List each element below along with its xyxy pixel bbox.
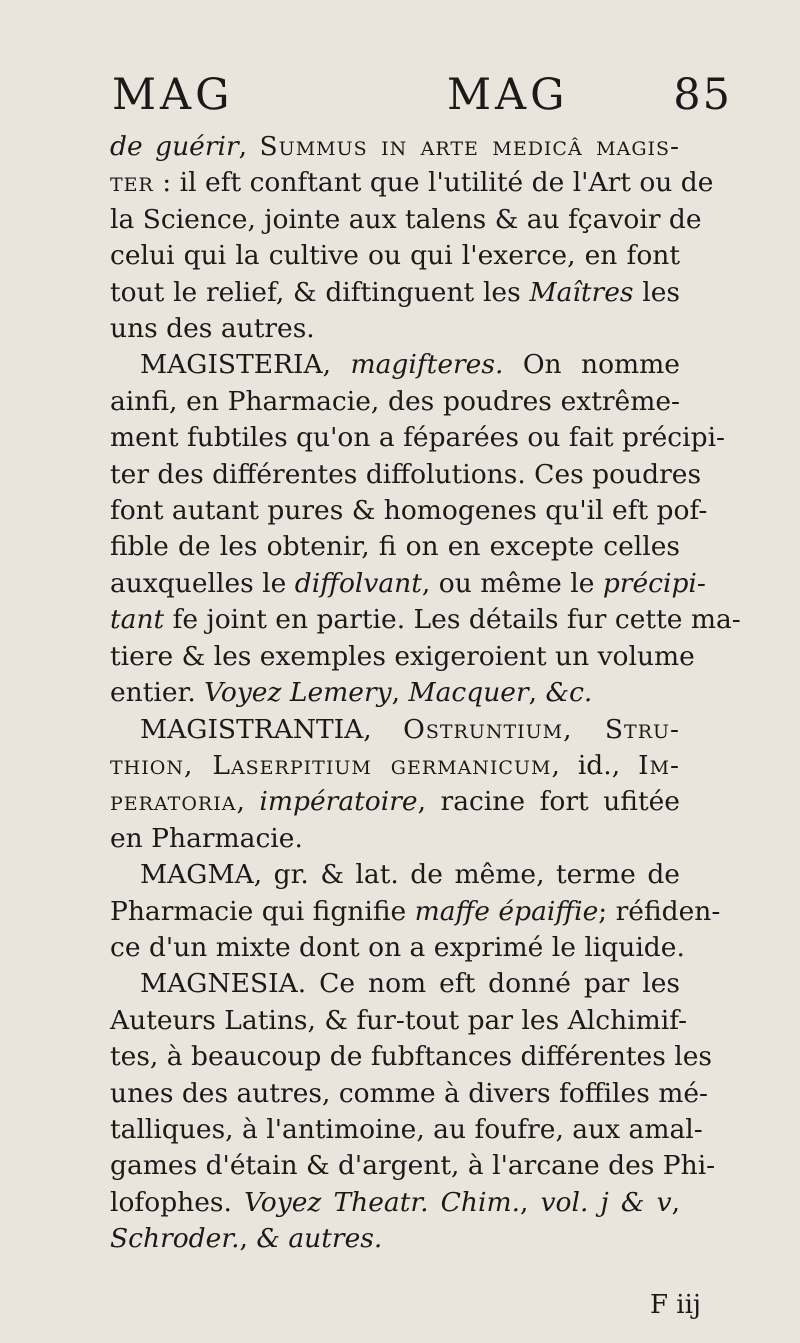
text-run: lofophes. bbox=[110, 1186, 245, 1218]
text-run: On nomme bbox=[503, 349, 680, 381]
text-line bbox=[110, 165, 714, 201]
italic-text: de guérir bbox=[110, 131, 239, 162]
text-line bbox=[110, 602, 741, 638]
small-caps-text: Ostruntium, Stru- bbox=[403, 713, 680, 745]
text-run: , bbox=[528, 677, 546, 709]
text-line bbox=[110, 784, 680, 820]
text-run: , ou même le bbox=[421, 567, 603, 599]
text-run: tout le relief, & diftinguent les bbox=[110, 276, 530, 308]
text-line bbox=[110, 1185, 680, 1221]
headword: MAGISTRANTIA, bbox=[140, 713, 404, 745]
headword: MAGISTERIA, bbox=[140, 349, 351, 381]
italic-text: Maîtres bbox=[529, 276, 634, 308]
text-line bbox=[110, 129, 680, 165]
text-run: Pharmacie qui fignifie bbox=[110, 895, 415, 927]
text-line bbox=[110, 712, 680, 748]
text-line: tiere & les exemples exigeroient un volume bbox=[110, 640, 695, 672]
text-line: games d'étain & d'argent, à l'arcane des Phi- bbox=[110, 1150, 716, 1182]
italic-text: Macquer bbox=[408, 677, 529, 709]
text-line: MAGMA, gr. & lat. de même, terme de bbox=[140, 859, 680, 891]
italic-text: vol. j & v bbox=[540, 1186, 672, 1218]
running-header bbox=[112, 70, 732, 120]
text-line bbox=[110, 1221, 680, 1257]
text-line: ment fubtiles qu'on a féparées ou fait précipi- bbox=[110, 422, 726, 454]
text-run: : il eft conftant que l'utilité de l'Art ou de bbox=[153, 167, 714, 199]
italic-text: magifteres. bbox=[350, 349, 504, 381]
italic-text: & autres. bbox=[256, 1223, 383, 1255]
small-caps-text: ter bbox=[110, 167, 154, 199]
paragraph-magnesia bbox=[110, 966, 716, 1257]
text-line: ce d'un mixte dont on a exprimé le liquide. bbox=[110, 931, 685, 963]
text-line: celui qui la cultive ou qui l'exerce, en font bbox=[110, 240, 680, 272]
small-caps-text: thion, Laserpitium germanicum bbox=[110, 749, 552, 781]
text-run: , bbox=[239, 1223, 257, 1255]
paragraph-magma bbox=[110, 857, 721, 966]
text-line: font autant pures & homogenes qu'il eft pof- bbox=[110, 495, 708, 527]
text-line: en Pharmacie. bbox=[110, 822, 303, 854]
header-right-word: MAG bbox=[447, 70, 569, 120]
text-line: MAGNESIA. Ce nom eft donné par les bbox=[140, 968, 680, 1000]
text-run: , bbox=[236, 786, 260, 818]
text-run: entier. bbox=[110, 677, 205, 709]
text-line bbox=[110, 748, 680, 784]
italic-text: diffolvant bbox=[294, 567, 422, 599]
page-body bbox=[110, 129, 741, 1258]
text-run: , bbox=[391, 677, 409, 709]
text-line: la Science, jointe aux talens & au fçavoir de bbox=[110, 203, 702, 235]
italic-text: Voyez Theatr. Chim. bbox=[244, 1186, 521, 1218]
text-run: les bbox=[633, 276, 680, 308]
text-line bbox=[110, 894, 721, 930]
text-line bbox=[110, 675, 680, 711]
text-line: uns des autres. bbox=[110, 313, 315, 345]
small-caps-text: peratoria bbox=[110, 786, 237, 818]
text-run: ; réfiden- bbox=[598, 895, 721, 927]
italic-text: impératoire bbox=[259, 786, 418, 818]
paragraph-magistrantia bbox=[110, 712, 680, 858]
italic-text: &c. bbox=[545, 677, 593, 709]
small-caps-text: Im- bbox=[638, 749, 680, 781]
text-line: unes des autres, comme à divers foffiles mé- bbox=[110, 1077, 708, 1109]
text-line: tes, à beaucoup de fubftances différentes les bbox=[110, 1041, 713, 1073]
small-caps-text: Summus in arte medicâ magis- bbox=[259, 131, 680, 162]
italic-text: tant bbox=[110, 604, 165, 636]
italic-text: Schroder. bbox=[110, 1223, 240, 1255]
page-number: 85 bbox=[673, 70, 732, 120]
text-run: , bbox=[520, 1186, 541, 1218]
text-line: fible de les obtenir, fi on en excepte celles bbox=[110, 531, 680, 563]
signature-mark: F iij bbox=[650, 1290, 701, 1320]
text-run: , id., bbox=[551, 749, 639, 781]
text-line: Auteurs Latins, & fur-tout par les Alchimif- bbox=[110, 1004, 688, 1036]
header-left-word: MAG bbox=[112, 70, 234, 120]
italic-text: maffe épaiffie bbox=[414, 895, 599, 927]
text-line bbox=[110, 347, 680, 383]
text-line: ainfi, en Pharmacie, des poudres extrême- bbox=[110, 385, 680, 417]
text-run: , bbox=[671, 1186, 680, 1218]
text-run: auxquelles le bbox=[110, 567, 295, 599]
text-line: talliques, à l'antimoine, au foufre, aux amal- bbox=[110, 1113, 703, 1145]
text-line bbox=[110, 275, 680, 311]
text-run: fe joint en partie. Les détails fur cette ma- bbox=[164, 604, 741, 636]
text-line: ter des différentes diffolutions. Ces poudres bbox=[110, 458, 702, 490]
text-line bbox=[110, 566, 706, 602]
paragraph-summus bbox=[110, 129, 714, 347]
italic-text: précipi- bbox=[602, 567, 706, 599]
text-run: , racine fort ufitée bbox=[417, 786, 680, 818]
paragraph-magisteria bbox=[110, 347, 741, 711]
text-run: , bbox=[238, 131, 260, 162]
italic-text: Voyez Lemery bbox=[204, 677, 392, 709]
